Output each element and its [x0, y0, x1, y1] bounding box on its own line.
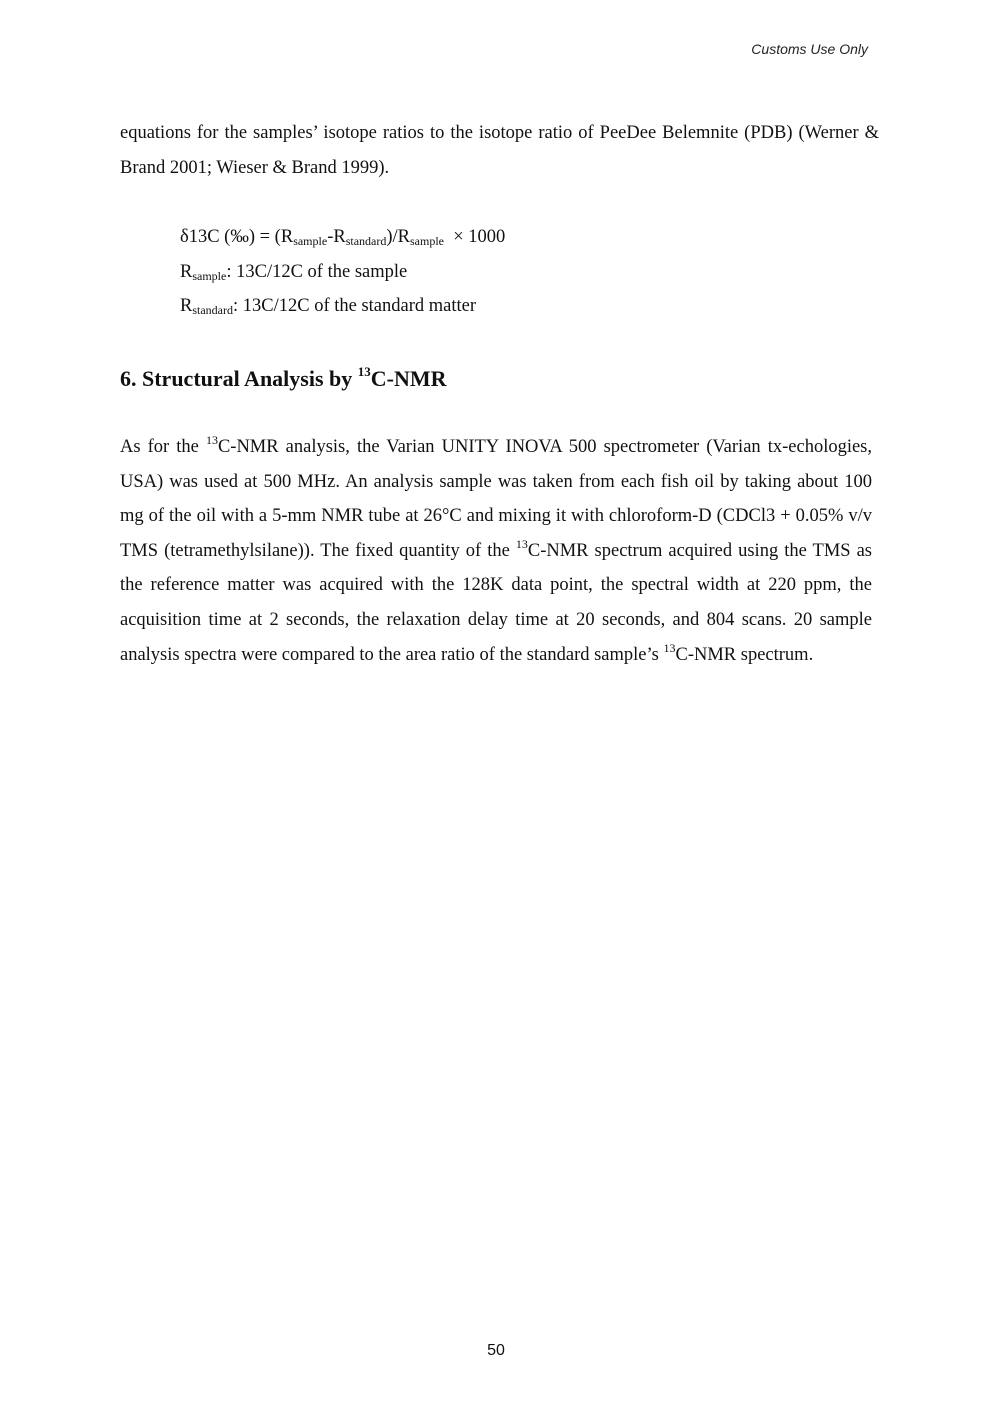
heading-prefix: 6. Structural Analysis by — [120, 366, 358, 391]
subscript-sample: sample — [293, 234, 328, 248]
delta-equation — [180, 220, 505, 255]
header-note: Customs Use Only — [751, 41, 868, 57]
subscript-sample: sample — [192, 268, 227, 283]
body-part4: C-NMR spectrum. — [675, 644, 814, 665]
rstandard-definition — [180, 289, 505, 324]
equation-minus: -R — [327, 227, 346, 247]
section-heading — [120, 364, 447, 394]
body-part1: As for the — [120, 437, 206, 457]
rsample-definition — [180, 255, 505, 290]
r-symbol: R — [180, 261, 193, 282]
superscript-13: 13 — [515, 536, 528, 551]
rstandard-text: : 13C/12C of the standard matter — [233, 296, 477, 317]
equation-multiplier: × 1000 — [453, 227, 506, 247]
equation-lhs: δ13C (‰) = (R — [180, 227, 294, 247]
r-symbol: R — [180, 296, 193, 317]
rsample-text: : 13C/12C of the sample — [226, 261, 408, 282]
page-number: 50 — [487, 1342, 505, 1359]
heading-superscript: 13 — [357, 364, 371, 379]
equation-block — [180, 220, 505, 324]
intro-paragraph: equations for the samples’ isotope ratios to the isotope ratio of PeeDee Belemnite (PDB) (Werner & Brand 2001; Wieser & Brand 1999). — [120, 123, 879, 178]
subscript-standard: standard — [345, 234, 387, 248]
equation-divide: )/R — [386, 227, 410, 247]
nmr-paragraph — [120, 430, 872, 672]
subscript-standard: standard — [192, 303, 233, 318]
superscript-13: 13 — [663, 640, 676, 655]
subscript-sample: sample — [409, 234, 444, 248]
superscript-13: 13 — [205, 433, 218, 447]
body-part2: C-NMR analysis, the Varian UNITY INOVA 500 spectrometer (Varian tx-echologies, USA) was used at 500 MHz. An analysis sample was taken from each fish oil by taking about 100 mg of the oil with a 5-mm NMR tube at 26°C and mixing it with chloroform-D (CDCl3 + 0.05% v/v TMS (tetramethylsilane)). The fixed quantity of the — [120, 437, 873, 561]
body-part3: C-NMR spectrum acquired using the TMS as the reference matter was acquired with the 128K data point, the spectral width at 220 ppm, the acquisition time at 2 seconds, the relaxation delay time at 20 seconds, and 804 scans. 20 sample analysis spectra were compared to the area ratio of the standard sample’s — [120, 540, 873, 665]
heading-suffix: C-NMR — [370, 366, 447, 391]
